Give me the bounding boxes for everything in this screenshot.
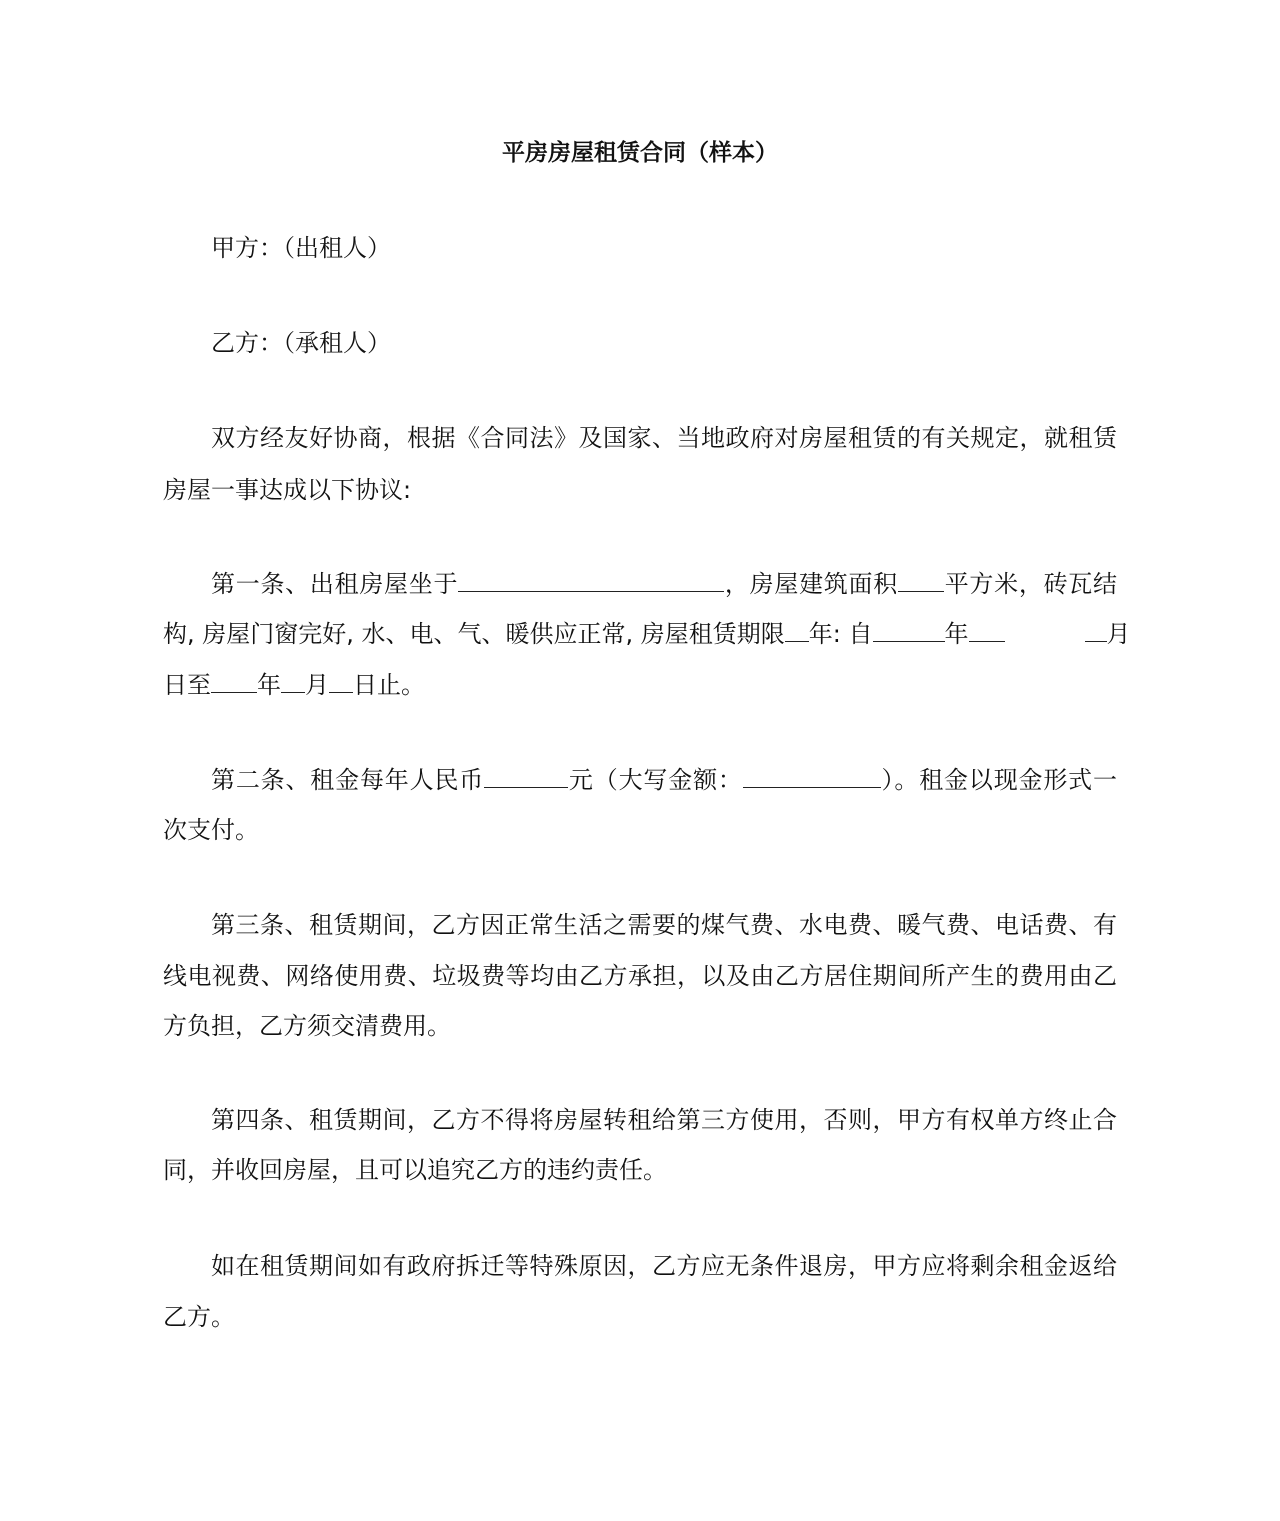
blank-area[interactable] <box>898 569 944 592</box>
text: 日至 <box>163 671 211 699</box>
article-2-line: 次支付。 <box>163 816 259 844</box>
text: 元（大写金额： <box>568 766 743 794</box>
clause-line: 乙方。 <box>163 1303 235 1331</box>
text: 构, 房屋门窗完好, 水、电、气、暖供应正常, 房屋租赁期限 <box>163 620 785 648</box>
article-1-line <box>163 670 1117 700</box>
text: 月 <box>1106 620 1131 648</box>
document-title: 平房房屋租赁合同（样本） <box>502 140 778 166</box>
text: 第二条、租金每年人民币 <box>211 766 485 794</box>
blank-start-month[interactable] <box>969 619 1005 642</box>
blank-rent-uppercase[interactable] <box>743 765 881 788</box>
blank-end-month[interactable] <box>281 670 305 693</box>
clause-line: 如在租赁期间如有政府拆迁等特殊原因，乙方应无条件退房，甲方应将剩余租金返给 <box>211 1252 1117 1280</box>
text: 年 <box>944 620 969 648</box>
blank-rent[interactable] <box>484 765 568 788</box>
article-1-line <box>163 619 1131 649</box>
blank-end-day[interactable] <box>329 670 353 693</box>
intro-line: 双方经友好协商，根据《合同法》及国家、当地政府对房屋租赁的有关规定，就租赁 <box>211 424 1117 452</box>
blank-start-year[interactable] <box>873 619 945 642</box>
article-4-line: 第四条、租赁期间，乙方不得将房屋转租给第三方使用，否则，甲方有权单方终止合 <box>211 1106 1117 1134</box>
article-3-line: 第三条、租赁期间，乙方因正常生活之需要的煤气费、水电费、暖气费、电话费、有 <box>211 911 1117 939</box>
article-2-line <box>211 765 1117 795</box>
party-a: 甲方：（出租人） <box>211 234 391 262</box>
party-b: 乙方：（承租人） <box>211 329 391 357</box>
blank[interactable] <box>1085 619 1107 642</box>
text: 月 <box>305 671 329 699</box>
article-3-line: 线电视费、网络使用费、垃圾费等均由乙方承担，以及由乙方居住期间所产生的费用由乙 <box>163 962 1117 990</box>
text: ，房屋建筑面积 <box>724 570 898 598</box>
text: 第一条、出租房屋坐于 <box>211 570 459 598</box>
text: 年: 自 <box>808 620 873 648</box>
intro-line: 房屋一事达成以下协议: <box>163 476 412 504</box>
text: ）。租金以现金形式一 <box>880 766 1118 794</box>
article-3-line: 方负担，乙方须交清费用。 <box>163 1012 451 1040</box>
blank-location[interactable] <box>458 569 724 592</box>
text: 日止。 <box>353 671 425 699</box>
text: 年 <box>257 671 281 699</box>
blank-end-year[interactable] <box>211 670 257 693</box>
article-4-line: 同，并收回房屋，且可以追究乙方的违约责任。 <box>163 1156 667 1184</box>
blank-years[interactable] <box>785 619 809 642</box>
text: 平方米，砖瓦结 <box>943 570 1118 598</box>
article-1-line <box>211 569 1117 599</box>
